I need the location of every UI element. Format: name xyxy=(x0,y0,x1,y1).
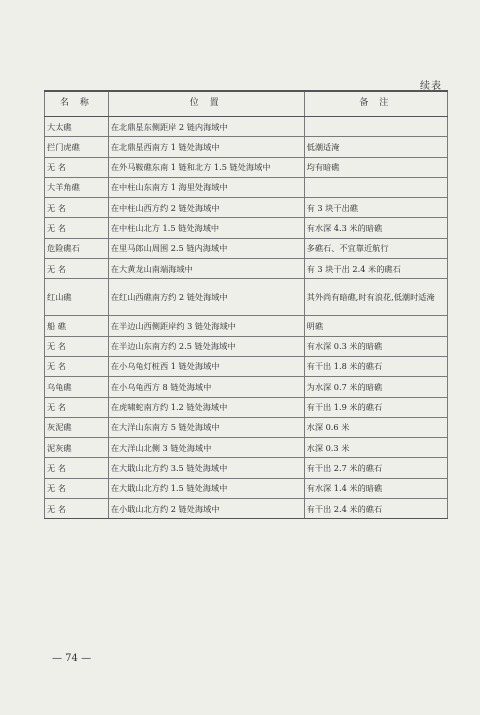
cell-remarks: 有干出 1.8 米的礁石 xyxy=(304,356,447,376)
cell-location: 在北鼎星东侧距岸 2 链内海域中 xyxy=(108,117,304,137)
cell-name: 乌龟礁 xyxy=(45,377,109,397)
cell-location: 在小乌龟灯桩西 1 链处海域中 xyxy=(108,356,304,376)
cell-remarks: 有干出 1.9 米的礁石 xyxy=(304,397,447,417)
cell-remarks: 水深 0.3 米 xyxy=(304,438,447,458)
table-body xyxy=(45,117,448,519)
cell-name: 无 名 xyxy=(45,499,109,519)
cell-name: 无 名 xyxy=(45,259,109,279)
cell-location: 在半边山东南方约 2.5 链处海域中 xyxy=(108,336,304,356)
cell-remarks: 有干出 2.7 米的礁石 xyxy=(304,458,447,478)
cell-name: 无 名 xyxy=(45,218,109,238)
header-location: 位 置 xyxy=(108,91,304,117)
cell-remarks xyxy=(304,177,447,197)
header-remarks: 备 注 xyxy=(304,91,447,117)
cell-name: 无 名 xyxy=(45,478,109,498)
table-row xyxy=(45,198,448,218)
table-row xyxy=(45,316,448,336)
table-row xyxy=(45,458,448,478)
cell-name: 无 名 xyxy=(45,458,109,478)
cell-location: 在大戢山北方约 1.5 链处海域中 xyxy=(108,478,304,498)
cell-name: 无 名 xyxy=(45,157,109,177)
table-row xyxy=(45,478,448,498)
reef-table xyxy=(44,90,448,519)
cell-remarks: 水深 0.6 米 xyxy=(304,417,447,437)
table-row xyxy=(45,279,448,316)
table-row xyxy=(45,259,448,279)
cell-location: 在大洋山北侧 3 链处海域中 xyxy=(108,438,304,458)
header-name: 名 称 xyxy=(45,91,109,117)
cell-location: 在里马郎山周围 2.5 链内海域中 xyxy=(108,238,304,258)
cell-name: 拦门虎礁 xyxy=(45,137,109,157)
table-row xyxy=(45,417,448,437)
table-row xyxy=(45,238,448,258)
table-row xyxy=(45,377,448,397)
cell-location: 在半边山西侧距岸约 3 链处海域中 xyxy=(108,316,304,336)
cell-location: 在大黄龙山南端海域中 xyxy=(108,259,304,279)
cell-remarks: 为水深 0.7 米的暗礁 xyxy=(304,377,447,397)
cell-name: 灰泥礁 xyxy=(45,417,109,437)
cell-location: 在红山西礁南方约 2 链处海域中 xyxy=(108,279,304,316)
continued-label: 续表 xyxy=(420,81,442,92)
cell-name: 无 名 xyxy=(45,198,109,218)
cell-name: 无 名 xyxy=(45,336,109,356)
cell-name: 大太礁 xyxy=(45,117,109,137)
table-row xyxy=(45,336,448,356)
table-row xyxy=(45,218,448,238)
cell-remarks: 有干出 2.4 米的礁石 xyxy=(304,499,447,519)
cell-name: 红山礁 xyxy=(45,279,109,316)
cell-remarks: 有水深 4.3 米的暗礁 xyxy=(304,218,447,238)
cell-location: 在中柱山北方 1.5 链处海域中 xyxy=(108,218,304,238)
cell-remarks: 多礁石、不宜靠近航行 xyxy=(304,238,447,258)
table-row xyxy=(45,117,448,137)
cell-remarks: 低潮适淹 xyxy=(304,137,447,157)
cell-remarks: 有水深 1.4 米的暗礁 xyxy=(304,478,447,498)
table-header-row xyxy=(45,91,448,117)
cell-location: 在小戢山北方约 2 链处海域中 xyxy=(108,499,304,519)
cell-name: 船 礁 xyxy=(45,316,109,336)
cell-remarks: 明礁 xyxy=(304,316,447,336)
cell-location: 在外马鞍礁东南 1 链和北方 1.5 链处海域中 xyxy=(108,157,304,177)
table-row xyxy=(45,177,448,197)
cell-name: 大羊角礁 xyxy=(45,177,109,197)
cell-remarks: 其外尚有暗礁,时有浪花,低潮时适淹 xyxy=(304,279,447,316)
cell-name: 泥灰礁 xyxy=(45,438,109,458)
table-row xyxy=(45,438,448,458)
cell-location: 在小乌龟西方 8 链处海域中 xyxy=(108,377,304,397)
cell-location: 在北鼎星西南方 1 链处海域中 xyxy=(108,137,304,157)
cell-location: 在大洋山东南方 5 链处海域中 xyxy=(108,417,304,437)
cell-remarks: 有 3 块干出礁 xyxy=(304,198,447,218)
table-row xyxy=(45,397,448,417)
page-number: — 74 — xyxy=(52,653,92,664)
cell-remarks xyxy=(304,117,447,137)
cell-location: 在中柱山西方约 2 链处海域中 xyxy=(108,198,304,218)
table-row xyxy=(45,137,448,157)
cell-location: 在虎啸蛇南方约 1.2 链处海域中 xyxy=(108,397,304,417)
cell-location: 在大戢山北方约 3.5 链处海域中 xyxy=(108,458,304,478)
cell-location: 在中柱山东南方 1 海里处海域中 xyxy=(108,177,304,197)
cell-name: 危险礁石 xyxy=(45,238,109,258)
cell-name: 无 名 xyxy=(45,356,109,376)
cell-remarks: 有 3 块干出 2.4 米的礁石 xyxy=(304,259,447,279)
cell-name: 无 名 xyxy=(45,397,109,417)
cell-remarks: 均有暗礁 xyxy=(304,157,447,177)
table-row xyxy=(45,499,448,519)
cell-remarks: 有水深 0.3 米的暗礁 xyxy=(304,336,447,356)
table-row xyxy=(45,356,448,376)
table-row xyxy=(45,157,448,177)
